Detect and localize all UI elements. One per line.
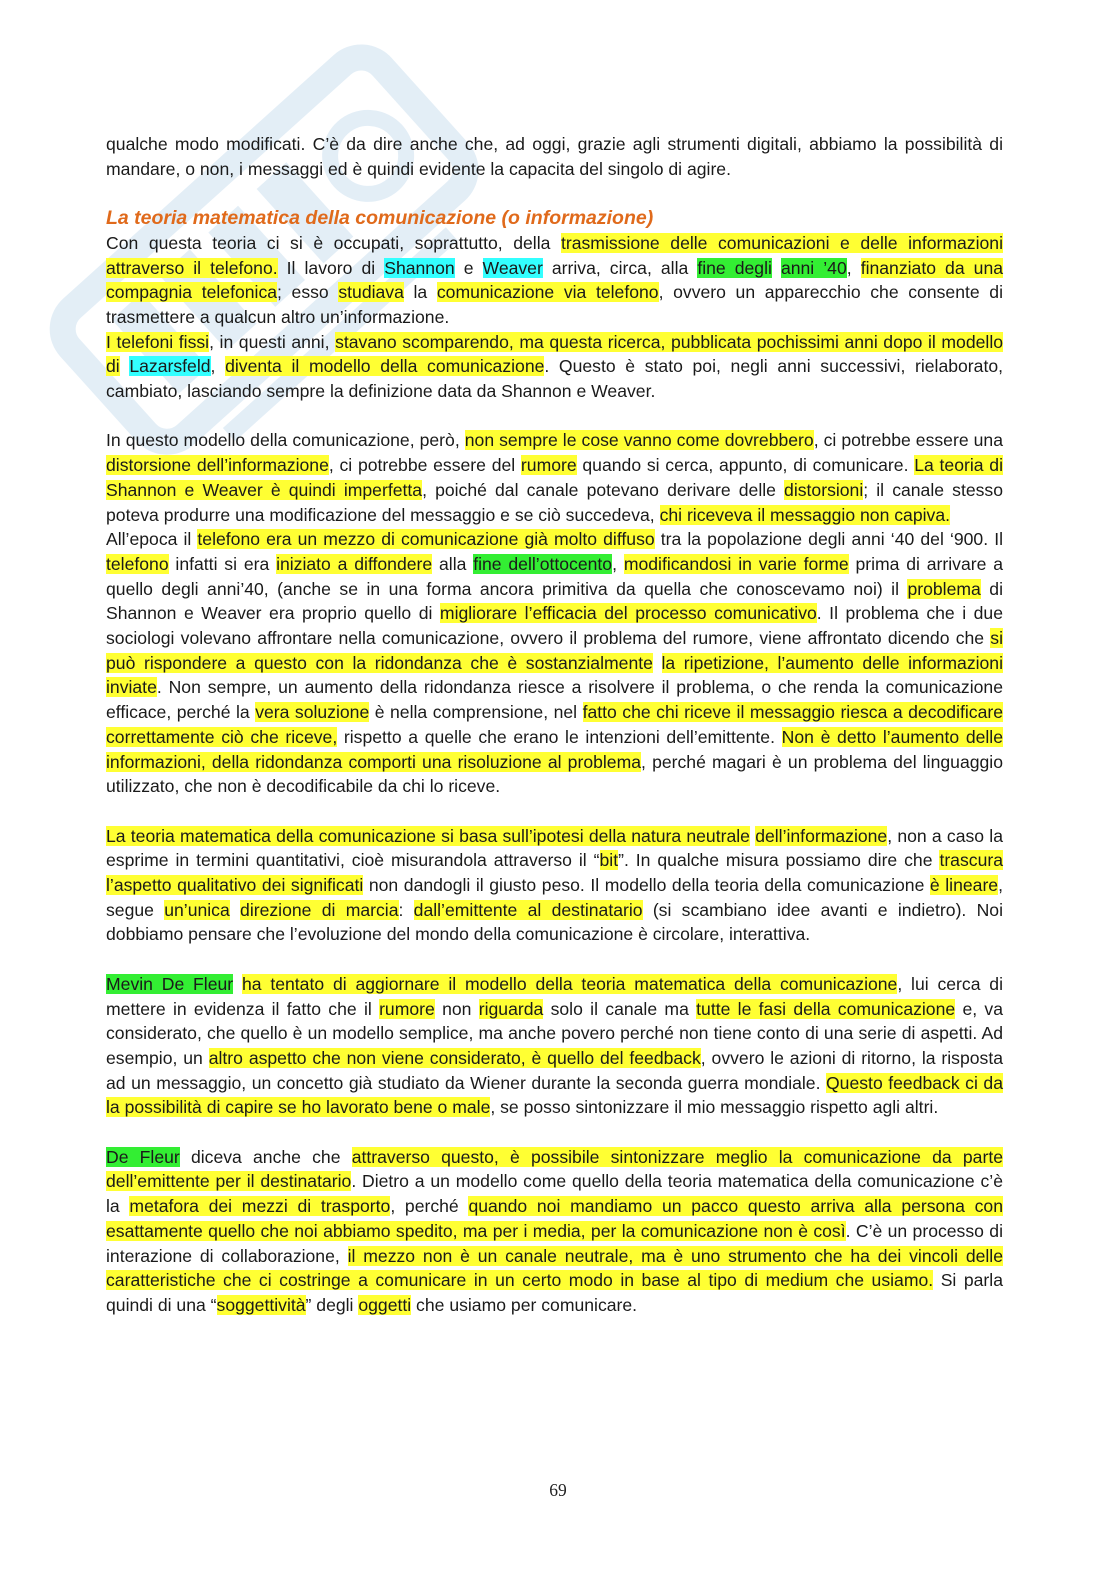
highlight: distorsione dell’informazione <box>106 455 329 476</box>
highlight: I telefoni fissi <box>106 331 210 352</box>
highlight: De Fleur <box>106 1146 180 1167</box>
highlight: Questo feedback ci da la possibilità di capire se ho lavorato bene o male <box>106 1072 1003 1118</box>
highlight: La teoria matematica della comunicazione si basa sull’ipotesi della natura neutrale <box>106 825 750 846</box>
highlight: la ripetizione, l’aumento delle informazioni inviate <box>106 652 1003 698</box>
highlight: fine dell’ottocento <box>473 553 613 574</box>
highlight: trascura l’aspetto qualitativo dei significati <box>106 850 1003 896</box>
highlight: La teoria di Shannon e Weaver è quindi imperfetta <box>106 455 1003 500</box>
highlight: anni ’40 <box>780 257 847 278</box>
section-heading: La teoria matematica della comunicazione (o informazione) <box>106 207 654 230</box>
highlight: distorsioni <box>784 479 864 500</box>
highlight: Lazarsfeld <box>129 356 211 377</box>
highlight: Mevin De Fleur <box>106 973 234 994</box>
highlight: Shannon <box>384 257 455 278</box>
highlight: problema <box>907 578 981 599</box>
highlight: dell’informazione <box>755 825 888 846</box>
highlight: rumore <box>520 455 577 476</box>
highlight: oggetti <box>358 1294 412 1315</box>
highlight: trasmissione delle comunicazioni e delle informazioni attraverso il telefono. <box>106 232 1003 278</box>
highlight: direzione di marcia <box>240 899 399 920</box>
highlight: bit <box>599 850 619 871</box>
page-number: 69 <box>549 1480 567 1500</box>
intro-paragraph: qualche modo modificati. C’è da dire anche che, ad oggi, grazie agli strumenti digitali, abbiamo la possibilità di mandare, o non, i messaggi ed è quindi evidente la capacita del singolo di agire. <box>106 134 1003 179</box>
paragraph-3: In questo modello della comunicazione, però, non sempre le cose vanno come dovrebbero, ci potrebbe essere una distorsione dell’informazione, ci potrebbe essere del rumore quando si cerca, appunto, di comunicare. La teoria di Shannon e Weaver è quindi imperfetta, poiché dal canale potevano derivare delle distorsioni; il canale stesso poteva produrre una modificazione del messaggio e se ciò succedeva, chi riceveva il messaggio non capiva. <box>106 430 1004 525</box>
highlight: dall’emittente al destinatario <box>413 899 643 920</box>
highlight: studiava <box>338 282 404 303</box>
highlight: si può rispondere a questo con la ridondanza che è sostanzialmente <box>106 628 1003 673</box>
highlight: diventa il modello della comunicazione <box>225 356 545 377</box>
paragraph-5: La teoria matematica della comunicazione si basa sull’ipotesi della natura neutrale dell’informazione, non a caso la esprime in termini quantitativi, cioè misurandola attraverso il “bit”. In qualche misura possiamo dire che trascura l’aspetto qualitativo dei significati non dandogli il giusto peso. Il modello della teoria della comunicazione è lineare, segue un’unica direzione di marcia: dall’emittente al destinatario (si scambiano idee avanti e indietro). Noi dobbiamo pensare che l’evoluzione del mondo della comunicazione è circolare, interattiva. <box>106 825 1004 945</box>
highlight: chi riceveva il messaggio non capiva. <box>659 504 951 525</box>
highlight: altro aspetto che non viene considerato, è quello del feedback <box>208 1047 701 1068</box>
paragraph-7: De Fleur diceva anche che attraverso questo, è possibile sintonizzare meglio la comunicazione da parte dell’emittente per il destinatario. Dietro a un modello come quello della teoria matematica della comunicazione c’è la metafora dei mezzi di trasporto, perché quando noi mandiamo un pacco questo arriva alla persona con esattamente quello che noi abbiamo spedito, ma per i media, per la comunicazione non è così. C’è un processo di interazione di collaborazione, il mezzo non è un canale neutrale, ma è uno strumento che ha dei vincoli delle caratteristiche che ci costringe a comunicare in un certo modo in base al tipo di medium che usiamo. Si parla quindi di una “soggettività” degli oggetti che usiamo per comunicare. <box>106 1146 1003 1315</box>
highlight: ha tentato di aggiornare il modello della teoria matematica della comunicazione <box>241 973 898 994</box>
paragraph-2: I telefoni fissi, in questi anni, stavano scomparendo, ma questa ricerca, pubblicata pochissimi anni dopo il modello di Lazarsfeld, diventa il modello della comunicazione. Questo è stato poi, negli anni successivi, rielaborato, cambiato, lasciando sempre la definizione data da Shannon e Weaver. <box>106 331 1004 402</box>
highlight: iniziato a diffondere <box>276 553 433 574</box>
highlight: attraverso questo, è possibile sintonizzare meglio la comunicazione da parte dell’emittente per il destinatario <box>106 1146 1003 1192</box>
highlight: rumore <box>379 998 435 1019</box>
highlight: un’unica <box>164 899 230 920</box>
highlight: finanziato da una compagnia telefonica <box>106 257 1004 303</box>
highlight: metafora dei mezzi di trasporto <box>129 1196 391 1217</box>
highlight: telefono era un mezzo di comunicazione già molto diffuso <box>197 529 655 550</box>
highlight: Non è detto l’aumento delle informazioni, della ridondanza comporti una risoluzione al problema <box>106 726 1003 772</box>
highlight: fatto che chi riceve il messaggio riesca a decodificare correttamente ciò che riceve, <box>106 702 1004 747</box>
highlight: Weaver <box>482 257 543 278</box>
highlight: stavano scomparendo, ma questa ricerca, pubblicata pochissimi anni dopo il modello di <box>106 331 1004 377</box>
highlight: vera soluzione <box>255 702 370 723</box>
paragraph-6: Mevin De Fleur ha tentato di aggiornare il modello della teoria matematica della comunicazione, lui cerca di mettere in evidenza il fatto che il rumore non riguarda solo il canale ma tutte le fasi della comunicazione e, va considerato, che quello è un modello semplice, ma anche povero perché non tiene conto di una serie di aspetti. Ad esempio, un altro aspetto che non viene considerato, è quello del feedback, ovvero le azioni di ritorno, la risposta ad un messaggio, un concetto già studiato da Wiener durante la seconda guerra mondiale. Questo feedback ci da la possibilità di capire se ho lavorato bene o male, se posso sintonizzare il mio messaggio rispetto agli altri. <box>106 973 1004 1118</box>
highlight: telefono <box>106 553 169 574</box>
paragraph-1: Con questa teoria ci si è occupati, soprattutto, della trasmissione delle comunicazioni e delle informazioni attraverso il telefono. Il lavoro di Shannon e Weaver arriva, circa, alla fine degli anni ’40, finanziato da una compagnia telefonica; esso studiava la comunicazione via telefono, ovvero un apparecchio che consente di trasmettere a qualcun altro un’informazione. <box>106 232 1004 327</box>
highlight: quando noi mandiamo un pacco questo arriva alla persona con esattamente quello che noi abbiamo spedito, ma per i media, per la comunicazione non è così <box>106 1196 1003 1241</box>
highlight: riguarda <box>478 998 544 1019</box>
highlight: non sempre le cose vanno come dovrebbero <box>464 430 814 451</box>
highlight: fine degli <box>697 257 772 278</box>
highlight: il mezzo non è un canale neutrale, ma è uno strumento che ha dei vincoli delle caratteristiche che ci costringe a comunicare in un certo modo in base al tipo di medium che usiamo. <box>106 1245 1003 1291</box>
highlight: soggettività <box>216 1294 306 1315</box>
highlight: modificandosi in varie forme <box>623 553 849 574</box>
highlight: migliorare l’efficacia del processo comunicativo <box>439 603 817 624</box>
paragraph-4: All’epoca il telefono era un mezzo di comunicazione già molto diffuso tra la popolazione degli anni ‘40 del ‘900. Il telefono infatti si era iniziato a diffondere alla fine dell’ottocento, modificandosi in varie forme prima di arrivare a quello degli anni’40, (anche se in una forma ancora primitiva da quella che conoscevamo noi) il problema di Shannon e Weaver era proprio quello di migliorare l’efficacia del processo comunicativo. Il problema che i due sociologi volevano affrontare nella comunicazione, ovvero il problema del rumore, viene affrontato dicendo che si può rispondere a questo con la ridondanza che è sostanzialmente la ripetizione, l’aumento delle informazioni inviate. Non sempre, un aumento della ridondanza riesce a risolvere il problema, o che renda la comunicazione efficace, perché la vera soluzione è nella comprensione, nel fatto che chi riceve il messaggio riesca a decodificare correttamente ciò che riceve, rispetto a quelle che erano le intenzioni dell’emittente. Non è detto l’aumento delle informazioni, della ridondanza comporti una risoluzione al problema, perché magari è un problema del linguaggio utilizzato, che non è decodificabile da chi lo riceve. <box>106 529 1004 797</box>
document-body <box>106 132 1003 1318</box>
highlight: è lineare <box>929 875 999 896</box>
highlight: tutte le fasi della comunicazione <box>696 998 956 1019</box>
highlight: comunicazione via telefono <box>436 282 659 303</box>
